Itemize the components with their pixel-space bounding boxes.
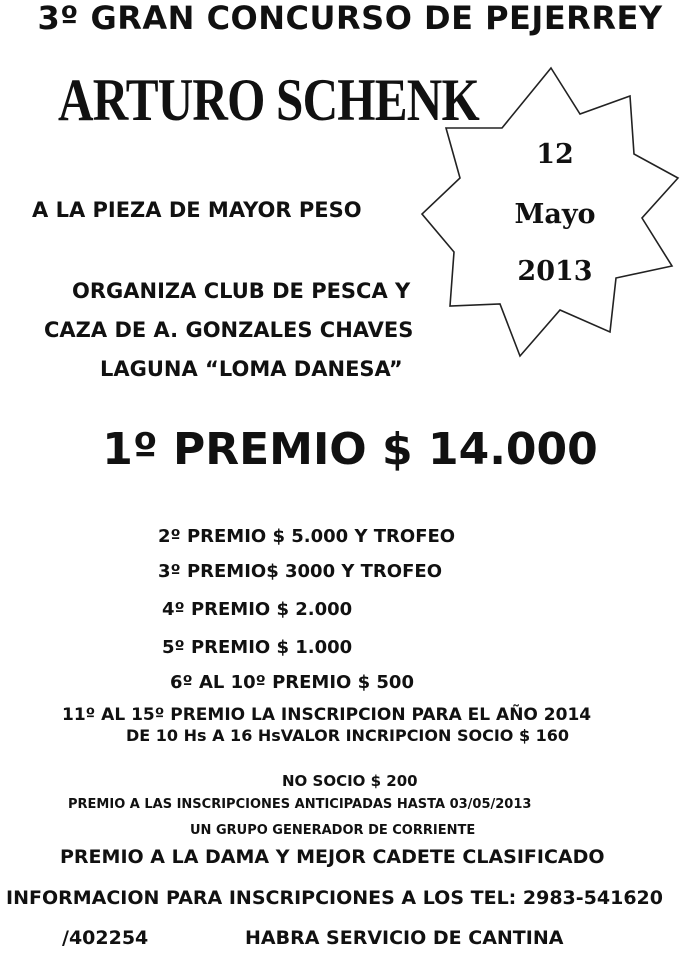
generator-prize-line: UN GRUPO GENERADOR DE CORRIENTE (190, 823, 476, 838)
prize-line: 4º PREMIO $ 2.000 (162, 599, 353, 620)
prize-11-15-line: 11º AL 15º PREMIO LA INSCRIPCION PARA EL AÑO 2014 (62, 705, 592, 725)
prize-line: 3º PREMIO$ 3000 Y TROFEO (158, 561, 442, 582)
page-title: 3º GRAN CONCURSO DE PEJERREY (37, 0, 663, 37)
prize-line: 6º AL 10º PREMIO $ 500 (170, 672, 414, 693)
date-month: Mayo (514, 199, 596, 230)
organizer-line-2: CAZA DE A. GONZALES CHAVES (44, 318, 414, 342)
piece-line: A LA PIEZA DE MAYOR PESO (32, 198, 362, 222)
prize-line: 2º PREMIO $ 5.000 Y TROFEO (158, 526, 456, 547)
date-day: 12 (536, 139, 574, 170)
organizer-line-3: LAGUNA “LOMA DANESA” (100, 357, 403, 381)
contest-name: ARTURO SCHENK (58, 67, 479, 133)
non-member-fee: NO SOCIO $ 200 (282, 772, 418, 790)
phone-extension: /402254 (62, 927, 149, 949)
lady-cadet-prize-line: PREMIO A LA DAMA Y MEJOR CADETE CLASIFICADO (60, 846, 605, 868)
early-registration-line: PREMIO A LAS INSCRIPCIONES ANTICIPADAS HASTA 03/05/2013 (68, 797, 532, 812)
organizer-line-1: ORGANIZA CLUB DE PESCA Y (72, 279, 411, 303)
prize-line: 5º PREMIO $ 1.000 (162, 637, 353, 658)
date-year: 2013 (517, 256, 593, 287)
info-phone-line: INFORMACION PARA INSCRIPCIONES A LOS TEL: 2983-541620 (6, 887, 663, 909)
cantina-line: HABRA SERVICIO DE CANTINA (245, 927, 564, 949)
first-prize: 1º PREMIO $ 14.000 (102, 424, 598, 475)
hours-fee-line: DE 10 Hs A 16 HsVALOR INCRIPCION SOCIO $ 160 (126, 726, 570, 745)
